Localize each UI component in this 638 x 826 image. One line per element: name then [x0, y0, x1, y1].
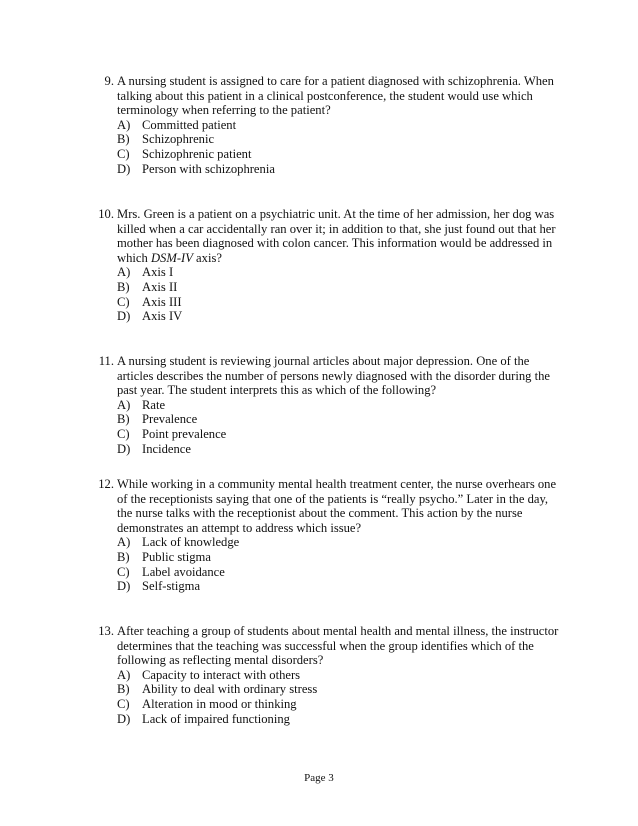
question-body [117, 624, 560, 726]
question-9 [80, 74, 560, 176]
option-letter: C) [117, 426, 130, 441]
option-text: Axis I [142, 265, 174, 280]
option-text: Schizophrenic [142, 132, 215, 147]
option-text: Committed patient [142, 117, 237, 132]
question-stem: After teaching a group of students about mental health and mental illness, the instructor determines that the teaching was successful when the group identifies which of the following as reflecting mental disorders? [117, 624, 559, 668]
option-text: Axis IV [142, 309, 183, 324]
question-number: 9. [104, 74, 114, 88]
question-stem [117, 207, 560, 265]
answer-option-b [117, 280, 560, 295]
option-text: Person with schizophrenia [142, 161, 275, 176]
option-text: Rate [142, 397, 166, 412]
answer-option-b [117, 412, 560, 427]
option-letter: A) [117, 265, 131, 280]
question-stem: While working in a community mental health treatment center, the nurse overhears one of the receptionists saying that one of the patients is “really psycho.” Later in the day, the nurse talks with the receptionist about the comment. This action by the nurse demonstrates an attempt to address which issue? [117, 477, 557, 535]
question-11 [80, 354, 560, 456]
option-text: Public stigma [142, 549, 211, 564]
answer-option-b [117, 550, 560, 565]
option-text: Ability to deal with ordinary stress [142, 682, 318, 697]
answer-option-d [117, 579, 560, 594]
answer-option-d [117, 442, 560, 457]
answer-option-a [117, 398, 560, 413]
option-text: Self-stigma [142, 579, 201, 594]
option-letter: C) [117, 564, 130, 579]
question-12 [80, 477, 560, 594]
question-body [117, 354, 560, 456]
option-text: Label avoidance [142, 564, 225, 579]
option-letter: B) [117, 279, 130, 294]
question-stem: A nursing student is reviewing journal articles about major depression. One of the articles describes the number of persons newly diagnosed with the disorder during the past year. The student interprets this as which of the following? [117, 354, 550, 398]
answer-option-a [117, 535, 560, 550]
question-13 [80, 624, 560, 726]
option-text: Alteration in mood or thinking [142, 696, 297, 711]
option-text: Point prevalence [142, 426, 227, 441]
question-stem: A nursing student is assigned to care for a patient diagnosed with schizophrenia. When talking about this patient in a clinical postconference, the student would use which terminology when referring to the patient? [117, 74, 554, 118]
option-letter: B) [117, 682, 130, 697]
answer-option-b [117, 132, 560, 147]
question-number: 10. [98, 207, 114, 221]
question-body [117, 74, 560, 176]
question-number: 12. [98, 477, 114, 491]
option-text: Lack of knowledge [142, 535, 240, 550]
question-number: 11. [98, 354, 114, 368]
option-letter: C) [117, 294, 130, 309]
answer-option-c [117, 427, 560, 442]
option-letter: B) [117, 132, 130, 147]
option-letter: D) [117, 441, 131, 456]
answer-option-b [117, 682, 560, 697]
option-text: Lack of impaired functioning [142, 711, 290, 726]
answer-option-a [117, 668, 560, 683]
option-letter: D) [117, 711, 131, 726]
page-footer [0, 772, 638, 785]
answer-option-c [117, 147, 560, 162]
option-text: Incidence [142, 441, 191, 456]
option-letter: A) [117, 667, 131, 682]
question-body [117, 207, 560, 324]
option-letter: B) [117, 412, 130, 427]
stem-italic-term: DSM-IV [150, 250, 193, 265]
answer-option-a [117, 118, 560, 133]
option-letter: D) [117, 161, 131, 176]
option-letter: D) [117, 579, 131, 594]
answer-option-c [117, 697, 560, 712]
stem-text: Mrs. Green is a patient on a psychiatric unit. At the time of her admission, her dog was killed when a car accidentally ran over it; in addition to that, she just found out that her mother has been diagnosed with colon cancer. This information would be addressed in which [117, 207, 556, 265]
answer-option-d [117, 162, 560, 177]
option-letter: C) [117, 146, 130, 161]
option-letter: B) [117, 549, 130, 564]
option-text: Axis III [142, 294, 182, 309]
answer-option-d [117, 309, 560, 324]
option-text: Schizophrenic patient [142, 146, 252, 161]
answer-option-c [117, 565, 560, 580]
question-body [117, 477, 560, 594]
page-number: Page 3 [304, 772, 334, 784]
question-10 [80, 207, 560, 324]
answer-option-c [117, 295, 560, 310]
answer-option-a [117, 265, 560, 280]
option-text: Axis II [142, 279, 178, 294]
option-text: Capacity to interact with others [142, 667, 301, 682]
option-letter: D) [117, 309, 131, 324]
answer-option-d [117, 712, 560, 727]
option-letter: A) [117, 397, 131, 412]
option-letter: A) [117, 535, 131, 550]
option-letter: C) [117, 696, 130, 711]
option-letter: A) [117, 117, 131, 132]
option-text: Prevalence [142, 412, 198, 427]
question-number: 13. [98, 624, 114, 638]
stem-text: axis? [192, 250, 222, 265]
